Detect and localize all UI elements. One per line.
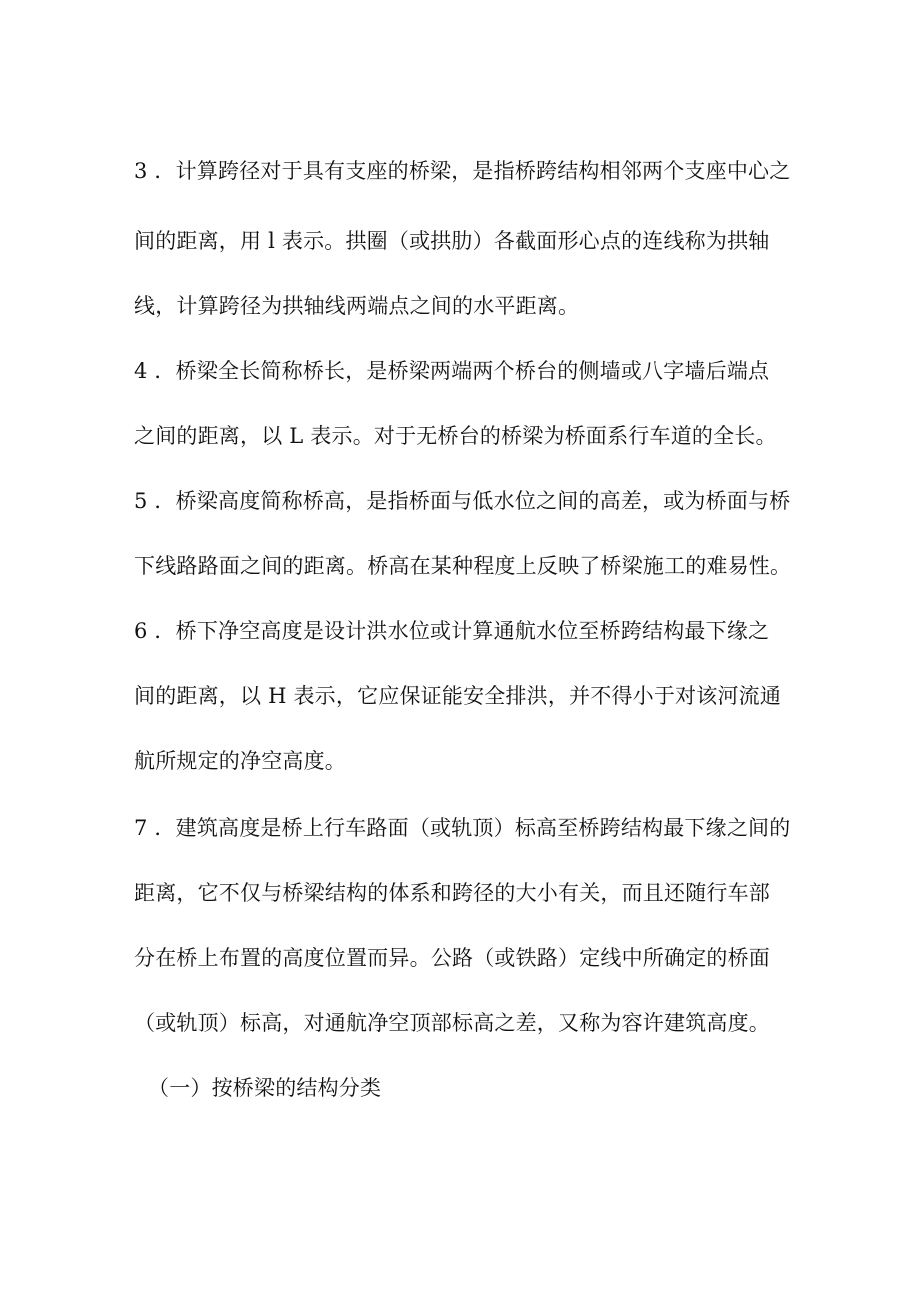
paragraph-5-line-2: 下线路路面之间的距离。桥高在某种程度上反映了桥梁施工的难易性。 <box>134 554 792 578</box>
paragraph-4-line-1: 4 ．桥梁全长简称桥长，是桥梁两端两个桥台的侧墙或八字墙后端点 <box>134 359 770 383</box>
paragraph-6-line-1: 6 ．桥下净空高度是设计洪水位或计算通航水位至桥跨结构最下缘之 <box>134 619 770 643</box>
paragraph-7-line-1: 7 ．建筑高度是桥上行车路面（或轨顶）标高至桥跨结构最下缘之间的 <box>134 816 791 840</box>
paragraph-5-line-1: 5 ．桥梁高度简称桥高，是指桥面与低水位之间的高差，或为桥面与桥 <box>134 489 791 513</box>
paragraph-3-line-1: 3 ．计算跨径对于具有支座的桥梁，是指桥跨结构相邻两个支座中心之 <box>134 159 791 183</box>
paragraph-6-line-3: 航所规定的净空高度。 <box>134 749 346 773</box>
section-heading: （一）按桥梁的结构分类 <box>148 1076 382 1100</box>
paragraph-7-line-2: 距离，它不仅与桥梁结构的体系和跨径的大小有关，而且还随行车部 <box>134 881 770 905</box>
paragraph-7-line-3: 分在桥上布置的高度位置而异。公路（或铁路）定线中所确定的桥面 <box>134 946 770 970</box>
paragraph-3-line-3: 线，计算跨径为拱轴线两端点之间的水平距离。 <box>134 294 580 318</box>
paragraph-7-line-4: （或轨顶）标高，对通航净空顶部标高之差，又称为容许建筑高度。 <box>134 1011 770 1035</box>
paragraph-4-line-2: 之间的距离，以 L 表示。对于无桥台的桥梁为桥面系行车道的全长。 <box>134 424 777 448</box>
paragraph-3-line-2: 间的距离，用 l 表示。拱圈（或拱肋）各截面形心点的连线称为拱轴 <box>134 229 770 253</box>
paragraph-6-line-2: 间的距离，以 H 表示，它应保证能安全排洪，并不得小于对该河流通 <box>134 684 782 708</box>
